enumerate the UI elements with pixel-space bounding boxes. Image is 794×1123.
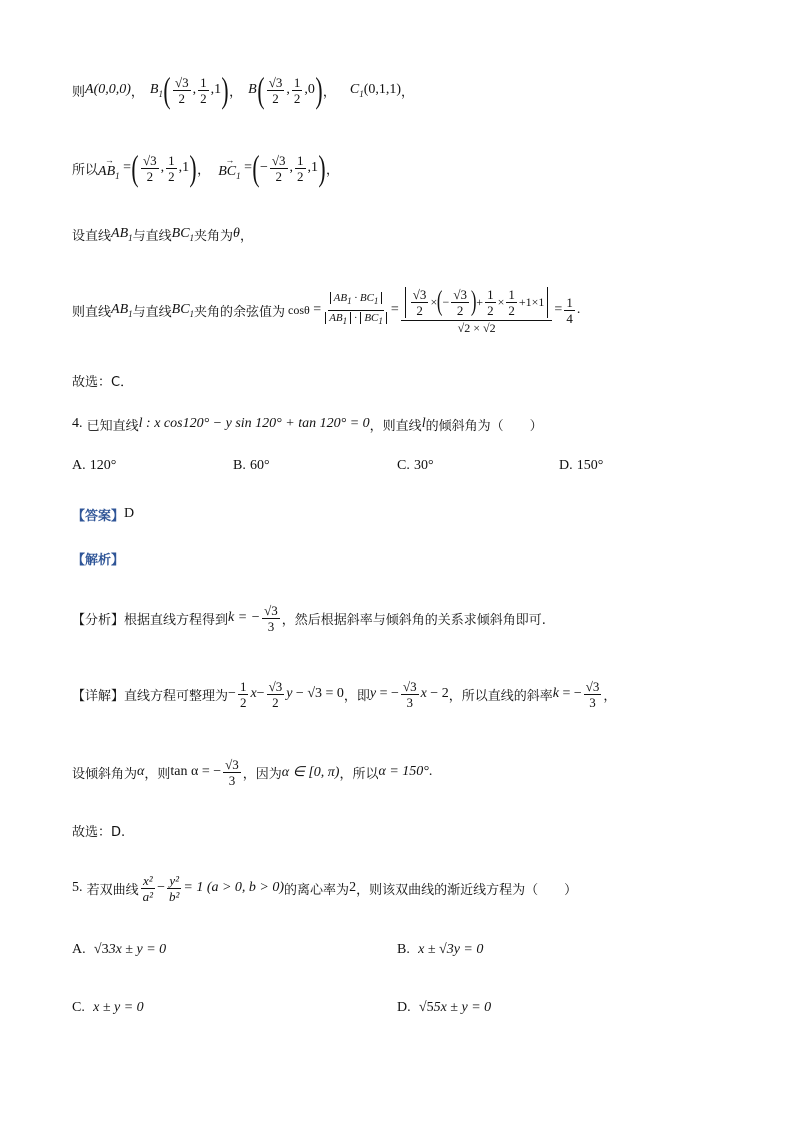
frac-1-2: $\frac{1}{2}$ xyxy=(200,74,207,106)
angle-setup-line: 设直线 $AB_1$ 与直线 $BC_1$ 夹角为 θ ， xyxy=(72,225,253,244)
q4-option-a[interactable]: A. 120° xyxy=(72,458,117,473)
vector-bc1: → $BC_1$ xyxy=(218,154,241,181)
cos-theta: cosθ xyxy=(288,302,310,317)
cosine-line: 则直线 $AB_1$ 与直线 $BC_1$ 夹角的余弦值为 cosθ = $\frac{AB_1 \cdot BC_1}{AB_1 \cdot BC_1}$ = $\frac{√3}{2}$ × ( − $\frac{√3}{2}$ ) + $\frac{1}{2}$ × $\frac{1}{2}$ +1×1 √2 × √2 = $\frac{1}{4}$ . xyxy=(72,286,581,335)
q5-option-d[interactable]: D. √5 5x ± y = 0 xyxy=(397,1000,492,1015)
fenxi-tag: 【分析】 xyxy=(72,612,125,628)
q5-option-a[interactable]: A. √3 3x ± y = 0 xyxy=(72,942,167,957)
q5-option-b[interactable]: B. x ± √3y = 0 xyxy=(397,942,484,957)
choose-c-line: 故选：C． xyxy=(72,374,134,390)
cos-value-frac: $\frac{√3}{2}$ × ( − $\frac{√3}{2}$ ) + $\frac{1}{2}$ × $\frac{1}{2}$ +1×1 √2 × √2 xyxy=(401,285,553,336)
q4-option-d[interactable]: D. 150° xyxy=(559,458,604,473)
q5-option-c[interactable]: C. x ± y = 0 xyxy=(72,1000,144,1015)
question-4: 4. 已知直线 l : x cos120° − y sin 120° + tan 120° = 0 ，则直线 l 的倾斜角为（ ） xyxy=(72,416,543,434)
point-c1-coords: (0,1,1) xyxy=(363,82,402,97)
vectors-line: 所以 → $AB_1$ = ( $\frac{√3}{2}$ , $\frac{1}{2}$ ,1 ) ， → $BC_1$ = ( − $\frac{√3}{2}$ , $\frac{1}{2}$ ,1 ) ， xyxy=(72,148,340,188)
coords-line: 则 A(0,0,0) ， $B_1$ ( $\frac{√3}{2}$ , $\frac{1}{2}$ ,1 ) ， B ( $\frac{√3}{2}$ , $\frac{1}{2}$ ,0 ) ， $C_1$ (0,1,1) ， xyxy=(72,70,415,110)
question-number: 4. xyxy=(72,416,83,431)
point-a: A(0,0,0) xyxy=(85,82,131,97)
frac-sqrt3-2: $\frac{√3}{2}$ xyxy=(174,74,189,106)
point-b1-label: $B_1$ xyxy=(149,81,163,99)
q4-option-b[interactable]: B. 60° xyxy=(233,458,270,473)
alpha-line: 设倾斜角为 α ，则 tan α = − $\frac{√3}{3}$ ，因为 α ∈ [0, π) ，所以 α = 150° . xyxy=(72,756,433,788)
point-b-label: B xyxy=(248,82,257,97)
question-5: 5. 若双曲线 $\frac{\text{x²}}{\text{a²}}$ − $\frac{\text{y²}}{\text{b²}}$ = 1 (a > 0, b > 0) 的离心率为 2 ，则该双曲线的渐近线方程为（ ） xyxy=(72,872,578,904)
answer-line xyxy=(72,504,134,524)
q4-option-c[interactable]: C. 30° xyxy=(397,458,434,473)
choose-d-line: 故选：D. xyxy=(72,824,126,840)
answer-tag: 【答案】 xyxy=(72,508,125,524)
coords-prefix: 则 xyxy=(72,84,86,100)
cos-formula-frac: $\frac{AB_1 \cdot BC_1}{AB_1 \cdot BC_1}$ xyxy=(323,291,389,328)
analysis-header: 【解析】 xyxy=(72,552,125,568)
vector-ab1: → $AB_1$ xyxy=(98,154,120,181)
xiangjie-line: 【详解】 直线方程可整理为 − $\frac{1}{2}$ x − $\frac{√3}{2}$ y − √3 = 0 ，即 y = − $\frac{√3}{3}$ x − 2 ，所以直线的斜率 k = − $\frac{√3}{3}$ ， xyxy=(72,678,617,710)
answer-value: D xyxy=(124,506,135,521)
point-c1-label: $C_1$ xyxy=(349,81,364,99)
sep: ， xyxy=(130,84,144,100)
fenxi-line: 【分析】 根据直线方程得到 k = − $\frac{√3}{3}$ ，然后根据斜率与倾斜角的关系求倾斜角即可. xyxy=(72,602,546,634)
line-equation: l : x cos120° − y sin 120° + tan 120° = 0 xyxy=(138,416,370,431)
cos-result: $\frac{1}{4}$ xyxy=(566,294,573,326)
